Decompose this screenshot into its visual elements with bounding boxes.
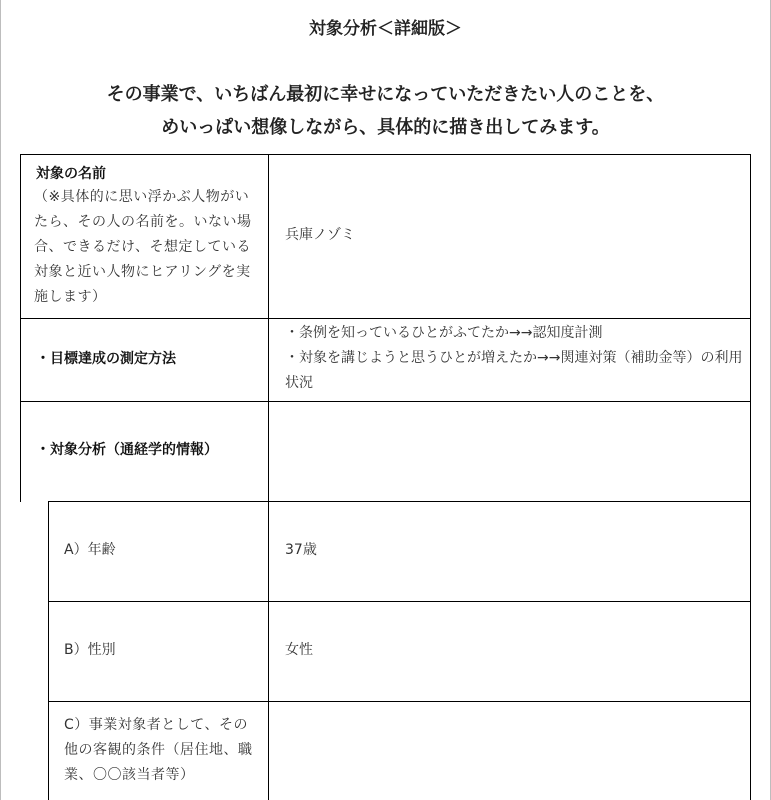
table-border-top [20,154,751,155]
other-conditions-label: C）事業対象者として、その他の客観的条件（居住地、職業、〇〇該当者等） [64,717,253,783]
name-note: （※具体的に思い浮かぶ人物がいたら、その人の名前を。いない場合、できるだけ、そ想定している対象と近い人物にヒアリングを実施します） [34,189,252,305]
gender-value: 女性 [285,642,313,658]
measure-label: ・目標達成の測定方法 [36,351,176,367]
age-value: 37歳 [285,542,317,558]
subtable-border-left [48,501,49,800]
row-divider [20,318,751,319]
measure-value-line-1: ・条例を知っているひとがふてたか→→認知度計測 [285,325,603,341]
measure-value-line-2: ・対象を講じようと思うひとが増えたか→→関連対策（補助金等）の利用状況 [285,350,743,391]
name-label: 対象の名前 [36,166,106,182]
lead-line-2: めいっぱい想像しながら、具体的に描き出してみます。 [161,117,610,138]
row-divider [48,701,751,702]
table-border-right [750,154,751,800]
row-divider [20,401,751,402]
age-label: A）年齢 [64,542,116,558]
page-title: 対象分析＜詳細版＞ [309,19,462,39]
column-divider [268,154,269,800]
row-divider [48,501,751,502]
row-divider [48,601,751,602]
table-border-left [20,154,21,502]
gender-label: B）性別 [64,642,116,658]
analysis-label: ・対象分析（通経学的情報） [36,442,218,458]
lead-line-1: その事業で、いちばん最初に幸せになっていただきたい人のことを、 [106,84,665,105]
name-value: 兵庫ノゾミ [285,227,355,243]
